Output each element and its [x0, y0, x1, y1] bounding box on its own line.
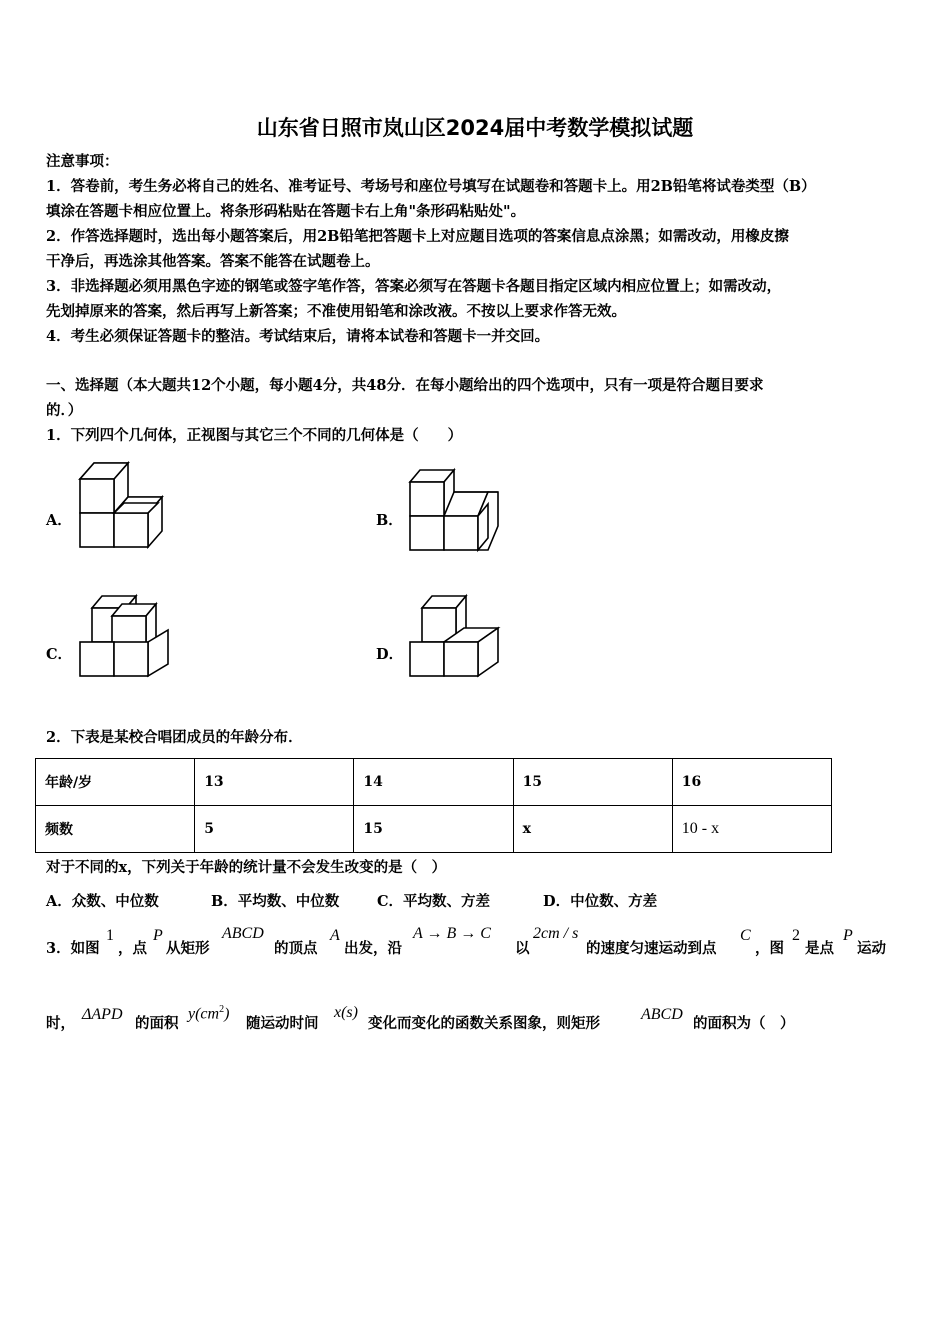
q3-math [188, 1004, 229, 1023]
table-row [36, 806, 832, 853]
cube-front [80, 479, 114, 513]
notice-line: 4．考生必须保证答题卡的整洁。考试结束后，请将本试卷和答题卡一并交回。 [46, 328, 550, 345]
q3-math: ABCD [641, 1006, 683, 1023]
q3-math: 2cm / s [533, 925, 579, 942]
q3-text: 的速度匀速运动到点 [586, 940, 717, 957]
q3-math: A [330, 927, 340, 944]
table-row [36, 759, 832, 806]
q2-option-c: C．平均数、方差 [377, 893, 491, 910]
cube-front [80, 642, 114, 676]
page-title: 山东省日照市岚山区2024届中考数学模拟试题 [256, 116, 694, 140]
q1-stem: 1．下列四个几何体，正视图与其它三个不同的几何体是（ ） [46, 427, 463, 444]
notice-line: 2．作答选择题时，选出每小题答案后，用2B铅笔把答题卡上对应题目选项的答案信息点涂黑；如需改动，用橡皮擦 [46, 228, 789, 245]
q3-math: x(s) [334, 1004, 358, 1021]
q2-stem: 2．下表是某校合唱团成员的年龄分布． [46, 729, 303, 746]
q3-math: ABCD [222, 925, 264, 942]
section-heading: 一、选择题（本大题共12个小题，每小题4分，共48分．在每小题给出的四个选项中，只有一项是符合题目要求 [46, 377, 764, 394]
q3-figure-number: 1 [106, 927, 114, 944]
q1-figure-c [72, 590, 177, 690]
q3-text: 出发，沿 [344, 940, 402, 957]
q3-math: y(cm [188, 1005, 220, 1023]
q3-math: A → B → C [413, 925, 491, 942]
q1-figure-d [402, 590, 507, 690]
notice-line: 填涂在答题卡相应位置上。将条形码粘贴在答题卡右上角"条形码粘贴处"。 [46, 203, 526, 220]
section-heading-cont: 的．） [46, 402, 83, 419]
table-cell: 13 [195, 759, 354, 806]
q2-option-b: B．平均数、中位数 [211, 893, 340, 910]
q3-text: 3．如图 [46, 940, 100, 957]
cube-front [410, 516, 444, 550]
q3-text: 运动 [857, 940, 886, 957]
cube-front [80, 513, 114, 547]
q3-math-sup: 2 [219, 1004, 225, 1015]
q3-text: 随运动时间 [246, 1015, 319, 1032]
notice-line: 1．答卷前，考生务必将自己的姓名、准考证号、考场号和座位号填写在试题卷和答题卡上。用2B铅笔将试卷类型（B） [46, 178, 816, 195]
q1-option-d-label: D． [376, 646, 404, 663]
q2-option-a: A．众数、中位数 [46, 893, 159, 910]
table-cell: 16 [672, 759, 831, 806]
notice-line: 3．非选择题必须用黑色字迹的钢笔或签字笔作答，答案必须写在答题卡各题目指定区域内相应位置上；如需改动， [46, 278, 782, 295]
table-cell: 15 [354, 806, 513, 853]
q3-text: 变化而变化的函数关系图象，则矩形 [368, 1015, 600, 1032]
q3-math: ΔAPD [82, 1006, 123, 1023]
q3-text: 以 [515, 940, 530, 957]
cube-front [114, 642, 148, 676]
q3-math: P [153, 927, 163, 944]
q3-text: ，点 [118, 940, 147, 957]
table-cell: 5 [195, 806, 354, 853]
table-cell: 频数 [36, 806, 195, 853]
q1-option-c-label: C． [46, 646, 73, 663]
q3-figure-number: 2 [792, 927, 800, 944]
q1-figure-a [72, 455, 177, 555]
q3-math: P [843, 927, 853, 944]
q3-text: 时， [46, 1015, 75, 1032]
q3-math: C [740, 927, 751, 944]
q3-text: ，图 [755, 940, 784, 957]
q3-text: 的顶点 [274, 940, 318, 957]
notice-heading: 注意事项： [46, 153, 119, 170]
q3-math: ) [224, 1005, 230, 1023]
cube-front [410, 642, 444, 676]
q2-option-d: D．中位数、方差 [543, 893, 658, 910]
q2-question: 对于不同的x，下列关于年龄的统计量不会发生改变的是（ ） [46, 859, 447, 876]
q3-text: 从矩形 [166, 940, 210, 957]
q1-option-b-label: B． [376, 512, 403, 529]
age-distribution-table [35, 758, 832, 853]
table-cell: x [513, 806, 672, 853]
cube-front [444, 642, 478, 676]
q3-text: 的面积 [135, 1015, 179, 1032]
table-cell: 10 - x [672, 806, 831, 853]
table-cell: 15 [513, 759, 672, 806]
table-cell: 年龄/岁 [36, 759, 195, 806]
cube-front [114, 513, 148, 547]
q1-figure-b [402, 462, 507, 557]
table-cell: 14 [354, 759, 513, 806]
cube-front [410, 482, 444, 516]
cube-front [444, 516, 478, 550]
q1-option-a-label: A． [46, 512, 72, 529]
q3-text: 的面积为（ ） [693, 1015, 795, 1032]
notice-line: 干净后，再选涂其他答案。答案不能答在试题卷上。 [46, 253, 380, 270]
notice-line: 先划掉原来的答案，然后再写上新答案；不准使用铅笔和涂改液。不按以上要求作答无效。 [46, 303, 626, 320]
q3-text: 是点 [805, 940, 834, 957]
